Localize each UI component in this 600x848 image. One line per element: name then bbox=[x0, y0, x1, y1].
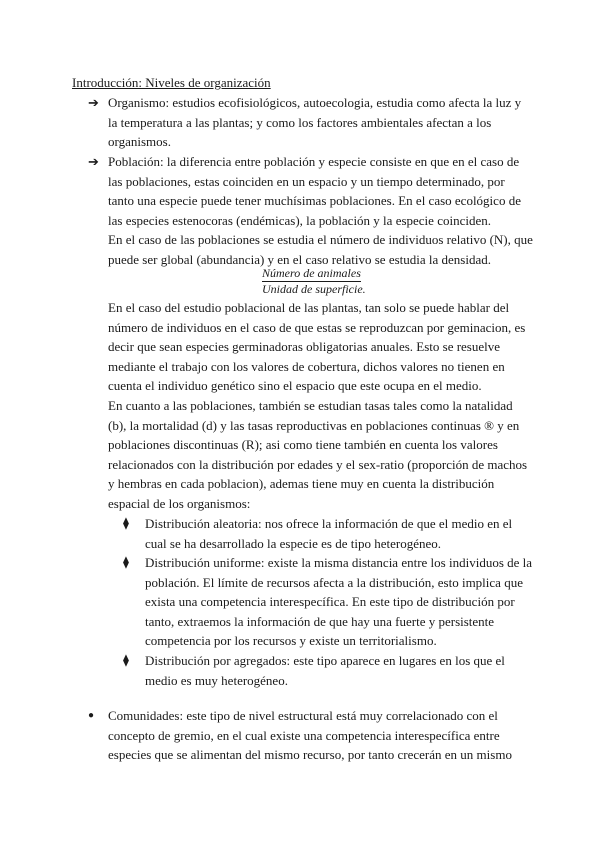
arrow-bullet-icon: ➔ bbox=[88, 154, 99, 169]
poblacion-text-4: En cuanto a las poblaciones, también se estudian tasas tales como la natalidad (b), la mortalidad (d) y las tasas reproductivas en poblaciones continuas ® y en poblaciones discontinuas (R); asi como tiene también en cuenta los valores relacionados con la distribución por edades y el sex-ratio (proporción de machos y hembras en cada poblacion), ademas tiene muy en cuenta la distribución espacial de los organismos: bbox=[108, 397, 528, 511]
poblacion-text-1: Población: la diferencia entre población y especie consiste en que en el caso de las poblaciones, estas coinciden en un espacio y un tiempo determinado, por tanto una especie puede tener muchísimas poblaciones. En el caso ecológico de las especies estenocoras (endémicas), la población y la especie coinciden. bbox=[108, 154, 521, 228]
poblacion-continued bbox=[108, 298, 533, 514]
fraction-denominator: Unidad de superficie. bbox=[262, 282, 366, 296]
diamond-bullet-icon: ⧫ bbox=[123, 555, 129, 569]
distribucion-agregados-item bbox=[123, 651, 535, 690]
distribucion-uniforme-item bbox=[123, 553, 535, 651]
density-fraction bbox=[262, 266, 382, 296]
round-bullet-icon: ● bbox=[88, 710, 95, 721]
diamond-bullet-icon: ⧫ bbox=[123, 516, 129, 530]
organismo-text: Organismo: estudios ecofisiológicos, autoecologia, estudia como afecta la luz y la temperatura a las plantas; y como los factores ambientales afectan a los organismos. bbox=[108, 95, 522, 150]
distribucion-aleatoria-item bbox=[123, 514, 535, 553]
distribucion-aleatoria-text: Distribución aleatoria: nos ofrece la información de que el medio en el cual se ha desarrollado la especie es de tipo heterogéneo. bbox=[145, 516, 513, 551]
section-heading: Introducción: Niveles de organización bbox=[72, 75, 271, 90]
poblacion-text-3: En el caso del estudio poblacional de las plantas, tan solo se puede hablar del número de individuos en el caso de que estas se reproduzcan por geminacion, es decir que sean especies germinadoras obligatorias anuales. Esto se resuelve mediante el trabajo con los valores de cobertura, dichos valores no tienen en cuenta el individuo genético sino el espacio que este ocupa en el medio. bbox=[108, 300, 526, 394]
poblacion-item bbox=[88, 152, 533, 270]
distribucion-agregados-text: Distribución por agregados: este tipo aparece en lugares en los que el medio es muy heterogéneo. bbox=[145, 653, 505, 688]
comunidades-text: Comunidades: este tipo de nivel estructural está muy correlacionado con el concepto de gremio, en el cual existe una competencia interespecífica entre especies que se alimentan del mismo recurso, por tanto crecerán en un mismo bbox=[108, 708, 512, 763]
distribucion-uniforme-text: Distribución uniforme: existe la misma distancia entre los individuos de la población. El límite de recursos afecta a la distribución, esto implica que exista una competencia interespecífica. En este tipo de distribución por tanto, extraemos la información de que hay una fuerte y persistente competencia por los recursos y existe un territorialismo. bbox=[145, 555, 533, 649]
organismo-item bbox=[88, 93, 533, 152]
diamond-bullet-icon: ⧫ bbox=[123, 653, 129, 667]
arrow-bullet-icon: ➔ bbox=[88, 95, 99, 110]
fraction-numerator: Número de animales bbox=[262, 266, 361, 280]
poblacion-text-2: En el caso de las poblaciones se estudia el número de individuos relativo (N), que puede ser global (abundancia) y en el caso relativo se estudia la densidad. bbox=[108, 232, 533, 267]
comunidades-item bbox=[88, 706, 533, 765]
